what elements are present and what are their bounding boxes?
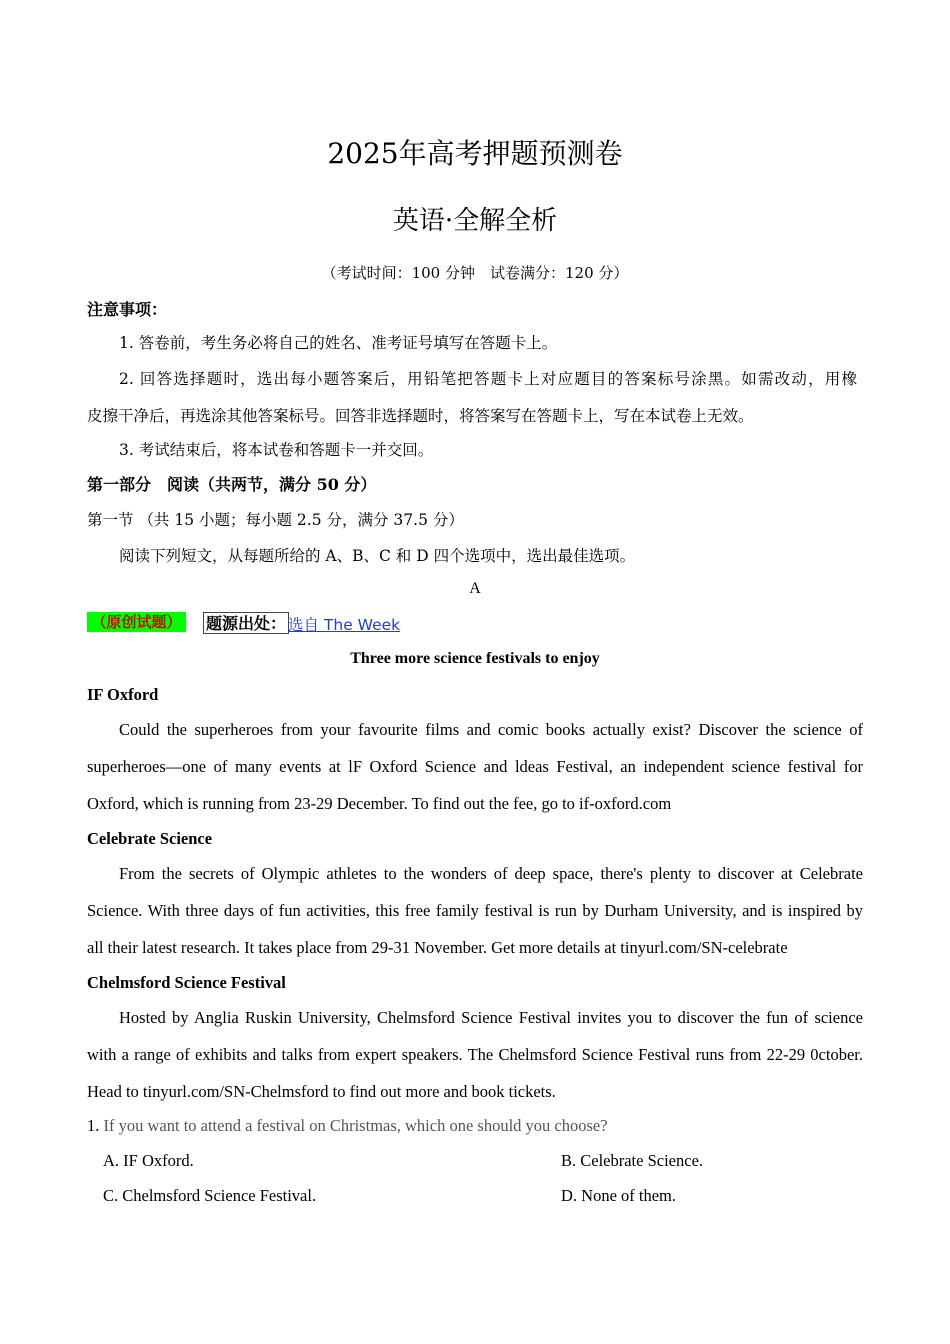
option-b: B. Celebrate Science.: [561, 1151, 704, 1170]
notice-item-3: 3. 考试结束后，将本试卷和答题卡一并交回。: [119, 441, 434, 459]
paragraph-line: Science. With three days of fun activities, this free family festival is run by Durham University, and is inspired by: [87, 901, 863, 920]
paragraph-line: with a range of exhibits and talks from expert speakers. The Chelmsford Science Festival runs from 22-29 0ctober.: [87, 1045, 863, 1064]
passage-letter: A: [469, 580, 481, 597]
paragraph-line: all their latest research. It takes place from 29-31 November. Get more details at tinyurl.com/SN-celebrate: [87, 938, 788, 957]
question-text: If you want to attend a festival on Christmas, which one should you choose?: [103, 1116, 608, 1135]
section-heading-if-oxford: IF Oxford: [87, 685, 159, 704]
notice-item-2-line-2: 皮擦干净后，再选涂其他答案标号。回答非选择题时，将答案写在答题卡上，写在本试卷上无效。: [87, 407, 754, 425]
paragraph-line: Oxford, which is running from 23-29 December. To find out the fee, go to if-oxford.com: [87, 794, 672, 813]
paragraph-line: From the secrets of Olympic athletes to the wonders of deep space, there's plenty to discover at Celebrate: [119, 864, 863, 883]
article-title: Three more science festivals to enjoy: [350, 650, 600, 667]
notice-item-1: 1. 答卷前，考生务必将自己的姓名、准考证号填写在答题卡上。: [119, 334, 558, 352]
instruction: 阅读下列短文，从每题所给的 A、B、C 和 D 四个选项中，选出最佳选项。: [119, 547, 636, 565]
section-heading-chelmsford: Chelmsford Science Festival: [87, 973, 286, 992]
section-heading-celebrate-science: Celebrate Science: [87, 829, 213, 848]
question-number: 1.: [87, 1116, 100, 1135]
page-title: 2025年高考押题预测卷: [327, 137, 623, 170]
part-heading: 第一部分 阅读（共两节，满分 50 分）: [87, 475, 377, 494]
source-link[interactable]: 选自 The Week: [288, 616, 401, 634]
paragraph-line: Head to tinyurl.com/SN-Chelmsford to find out more and book tickets.: [87, 1082, 556, 1101]
section-heading: 第一节 （共 15 小题；每小题 2.5 分，满分 37.5 分）: [87, 511, 464, 529]
question-1: [87, 1116, 608, 1136]
notice-item-2-line-1: 2. 回答选择题时，选出每小题答案后，用铅笔把答题卡上对应题目的答案标号涂黑。如需改动，用橡: [119, 370, 857, 388]
option-a: A. IF Oxford.: [103, 1151, 194, 1170]
option-c: C. Chelmsford Science Festival.: [103, 1186, 317, 1205]
original-question-tag: （原创试题）: [87, 612, 186, 632]
page-subtitle: 英语·全解全析: [392, 206, 558, 236]
paragraph-line: Hosted by Anglia Ruskin University, Chelmsford Science Festival invites you to discover the fun of science: [119, 1008, 863, 1027]
paragraph-line: Could the superheroes from your favourite films and comic books actually exist? Discover the science of: [119, 720, 863, 739]
source-label: 题源出处：: [203, 612, 289, 634]
exam-info: （考试时间：100 分钟 试卷满分：120 分）: [321, 264, 629, 282]
paragraph-line: superheroes—one of many events at lF Oxford Science and ldeas Festival, an independent science festival for: [87, 757, 863, 776]
option-d: D. None of them.: [561, 1186, 677, 1205]
notice-heading: 注意事项：: [87, 300, 168, 319]
